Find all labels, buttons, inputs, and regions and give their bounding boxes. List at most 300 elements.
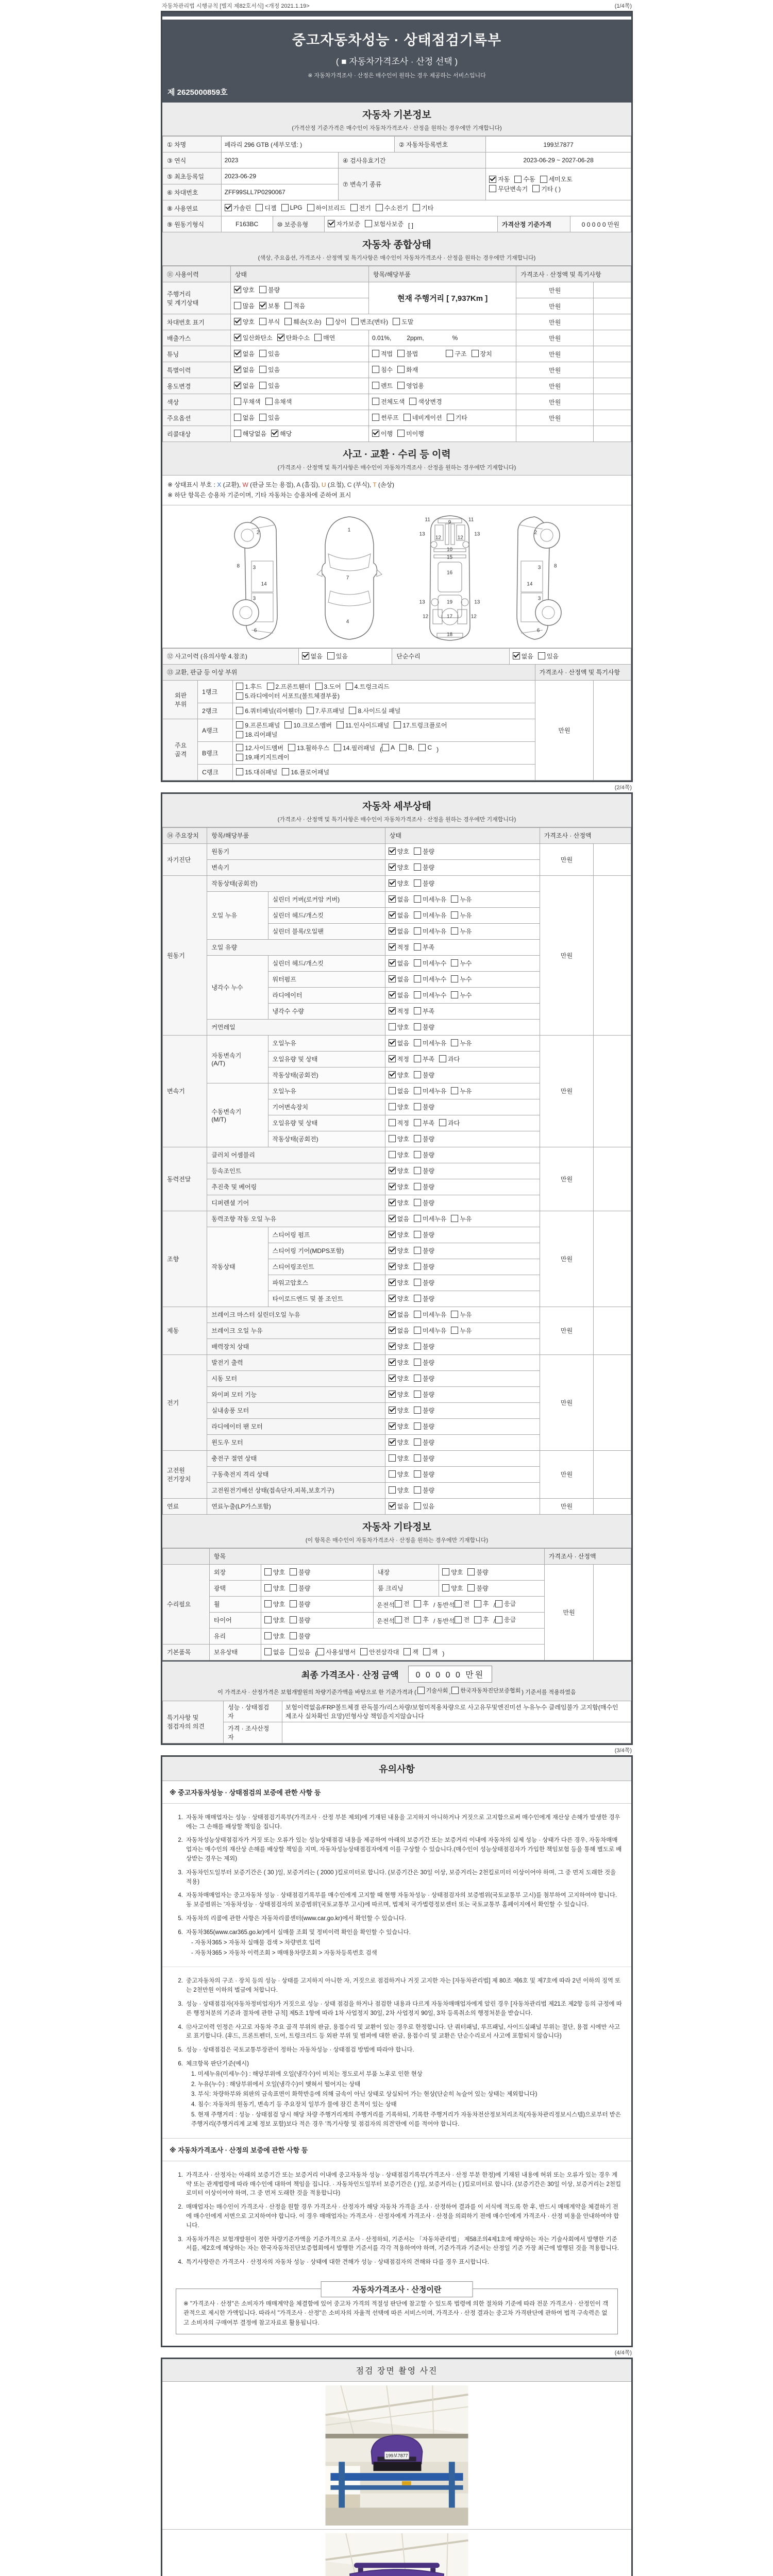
checkbox-전[interactable] xyxy=(395,1615,410,1624)
checkbox-불량[interactable] xyxy=(414,1390,434,1399)
checkbox-불량[interactable] xyxy=(414,1454,434,1463)
checkbox-label: 양호 xyxy=(397,1470,409,1478)
checkbox-적정[interactable] xyxy=(389,1118,409,1127)
checkbox-없음[interactable] xyxy=(389,959,409,968)
checkbox-불량[interactable] xyxy=(414,1374,434,1383)
checkbox-box-icon xyxy=(389,1422,396,1430)
checkbox-후[interactable] xyxy=(474,1615,489,1624)
checkbox-한국자동차진단보증협회[interactable] xyxy=(451,1686,520,1694)
checkbox-기타 ( )[interactable] xyxy=(532,184,561,193)
checkbox-불량[interactable] xyxy=(414,1358,434,1367)
checkbox-보통[interactable] xyxy=(259,301,280,310)
checkbox-label: 12.사이드멤버 xyxy=(245,744,283,752)
checkbox-있음[interactable] xyxy=(259,349,280,358)
checkbox-누유[interactable] xyxy=(451,895,472,904)
checkbox-적음[interactable] xyxy=(284,301,305,310)
checkbox-양호[interactable] xyxy=(389,1230,409,1239)
checkbox-18.리어패널[interactable] xyxy=(236,730,277,739)
checkbox-침수[interactable] xyxy=(372,365,393,374)
checkbox-누수[interactable] xyxy=(451,975,472,984)
checkbox-미세누유[interactable] xyxy=(414,927,446,936)
text: (A/T) xyxy=(211,1060,226,1067)
checkbox-불량[interactable] xyxy=(290,1600,310,1608)
text: 운전석 xyxy=(377,1601,395,1609)
checkbox-많음[interactable] xyxy=(234,301,255,310)
text: , xyxy=(449,1689,451,1696)
checkbox-없음[interactable] xyxy=(264,1648,285,1656)
checkbox-양호[interactable] xyxy=(389,1406,409,1415)
checkbox-미세누유[interactable] xyxy=(414,911,446,920)
table-cell: 실린더 커버(로커암 커버) xyxy=(268,891,385,907)
table-cell xyxy=(385,1354,540,1370)
checkbox-있음[interactable] xyxy=(327,652,348,660)
checkbox-불량[interactable] xyxy=(414,1246,434,1255)
checkbox-B,[interactable] xyxy=(399,744,414,751)
table-cell: 보험이력없음/FRP볼트체결 판독불가/리스차량/보험미적용차량으로 사고유무및엔진미션 누유누수 클레임불가 고지함(매수인 제조사 실차확인 요망)민형사상 책임을지지않습니다 xyxy=(282,1701,631,1722)
checkbox-불량[interactable] xyxy=(414,879,434,888)
checkbox-불량[interactable] xyxy=(290,1632,310,1640)
checkbox-부족[interactable] xyxy=(414,943,434,952)
checkbox-label: 양호 xyxy=(397,1279,409,1286)
checkbox-양호[interactable] xyxy=(389,1134,409,1143)
checkbox-9.프론트패널[interactable] xyxy=(236,721,280,730)
checkbox-불량[interactable] xyxy=(414,1278,434,1287)
checkbox-label: 없음 xyxy=(310,652,323,660)
checkbox-양호[interactable] xyxy=(264,1600,285,1608)
checkbox-이행[interactable] xyxy=(372,429,393,438)
checkbox-적정[interactable] xyxy=(389,1055,409,1063)
checkbox-잭[interactable] xyxy=(404,1648,418,1656)
checkbox-불량[interactable] xyxy=(259,285,280,294)
checkbox-불량[interactable] xyxy=(467,1568,488,1577)
detail-state-table xyxy=(162,827,631,1515)
checkbox-양호[interactable] xyxy=(389,1454,409,1463)
notes-block1-header: ※ 중고자동차성능 · 상태점검의 보증에 관한 사항 등 xyxy=(162,1781,631,1804)
table-cell: 보유상태 xyxy=(209,1644,261,1660)
checkbox-label: 누수 xyxy=(460,975,472,983)
checkbox-없음[interactable] xyxy=(389,1087,409,1095)
checkbox-하이브리드[interactable] xyxy=(307,204,346,212)
table-cell: 실내송풍 모터 xyxy=(207,1402,385,1418)
checkbox-양호[interactable] xyxy=(264,1568,285,1577)
checkbox-없음[interactable] xyxy=(234,365,255,374)
checkbox-양호[interactable] xyxy=(389,1150,409,1159)
checkbox-매연[interactable] xyxy=(314,333,335,342)
checkbox-13.휠하우스[interactable] xyxy=(288,743,329,752)
checkbox-box-icon xyxy=(393,318,400,325)
checkbox-불량[interactable] xyxy=(414,1150,434,1159)
checkbox-label: 도말 xyxy=(401,318,414,326)
checkbox-없음[interactable] xyxy=(389,911,409,920)
checkbox-17.트렁크플로어[interactable] xyxy=(394,721,447,730)
checkbox-부족[interactable] xyxy=(414,1007,434,1015)
checkbox-상이[interactable] xyxy=(326,317,347,326)
checkbox-label: 불량 xyxy=(422,1406,435,1414)
checkbox-디젤[interactable] xyxy=(256,204,276,212)
checkbox-누유[interactable] xyxy=(451,1087,472,1095)
checkbox-box-icon xyxy=(372,366,379,373)
checkbox-누수[interactable] xyxy=(451,959,472,968)
checkbox-미세누수[interactable] xyxy=(414,991,446,999)
checkbox-불량[interactable] xyxy=(414,1166,434,1175)
checkbox-불량[interactable] xyxy=(414,1406,434,1415)
checkbox-label: 자가보증 xyxy=(336,220,360,228)
checkbox-화재[interactable] xyxy=(397,365,418,374)
checkbox-8.사이드실 패널[interactable] xyxy=(349,706,400,715)
checkbox-렌트[interactable] xyxy=(372,381,393,390)
checkbox-응급[interactable] xyxy=(495,1599,516,1608)
checkbox-없음[interactable] xyxy=(389,1214,409,1223)
table-cell: 클러치 어셈블리 xyxy=(207,1147,385,1163)
checkbox-없음[interactable] xyxy=(513,652,533,660)
checkbox-불량[interactable] xyxy=(290,1568,310,1577)
note-item: 4. 특기사항란은 가격조사 · 산정자의 자동차 성능 · 상태에 대한 견해가 성능 · 상태점검자의 견해와 다를 경우 표시합니다. xyxy=(178,2259,489,2266)
checkbox-도말[interactable] xyxy=(393,317,413,326)
checkbox-장치[interactable] xyxy=(472,349,492,358)
checkbox-기술사회[interactable] xyxy=(417,1686,451,1696)
checkbox-양호[interactable] xyxy=(389,1246,409,1255)
checkbox-과다[interactable] xyxy=(439,1118,460,1127)
text: 0.01%, xyxy=(372,334,392,342)
checkbox-일산화탄소[interactable] xyxy=(234,333,273,342)
checkbox-없음[interactable] xyxy=(389,895,409,904)
checkbox-box-icon xyxy=(277,334,284,341)
checkbox-누유[interactable] xyxy=(451,927,472,936)
checkbox-불량[interactable] xyxy=(414,1134,434,1143)
checkbox-불량[interactable] xyxy=(414,847,434,856)
checkbox-label: 불량 xyxy=(476,1584,489,1592)
checkbox-box-icon xyxy=(514,176,522,183)
checkbox-label: 있음 xyxy=(422,1502,435,1510)
checkbox-label: 누유 xyxy=(460,1327,472,1334)
checkbox-후[interactable] xyxy=(474,1599,489,1608)
checkbox-미세누수[interactable] xyxy=(414,959,446,968)
checkbox-label: 미세누수 xyxy=(422,991,447,999)
checkbox-자가보증[interactable] xyxy=(328,219,360,228)
checkbox-box-icon xyxy=(389,1199,396,1206)
checkbox-불량[interactable] xyxy=(414,1023,434,1031)
checkbox-있음[interactable] xyxy=(259,381,280,390)
checkbox-전체도색[interactable] xyxy=(372,397,405,406)
checkbox-불량[interactable] xyxy=(414,1342,434,1351)
checkbox-14.필러패널[interactable] xyxy=(334,743,375,752)
checkbox-양호[interactable] xyxy=(389,1262,409,1271)
checkbox-미세누유[interactable] xyxy=(414,895,446,904)
checkbox-있음[interactable] xyxy=(414,1502,434,1511)
checkbox-세미오토[interactable] xyxy=(540,175,573,183)
checkbox-양호[interactable] xyxy=(264,1616,285,1624)
checkbox-없음[interactable] xyxy=(234,381,255,390)
checkbox-변조(변타)[interactable] xyxy=(351,317,388,326)
table-cell: 만원 xyxy=(540,1498,594,1514)
checkbox-label: 있음 xyxy=(267,350,280,358)
checkbox-불량[interactable] xyxy=(414,1230,434,1239)
checkbox-누유[interactable] xyxy=(451,1214,472,1223)
checkbox-양호[interactable] xyxy=(264,1584,285,1592)
checkbox-있음[interactable] xyxy=(290,1648,310,1656)
checkbox-보험사보증[interactable] xyxy=(365,219,404,228)
checkbox-불량[interactable] xyxy=(290,1584,310,1592)
checkbox-7.루프패널[interactable] xyxy=(307,706,344,715)
checkbox-있음[interactable] xyxy=(259,413,280,422)
text: 이 가격조사 · 산정가격은 보험개발원의 차량기준가액을 바탕으로 한 기준가격과 ( xyxy=(217,1689,416,1696)
checkbox-양호[interactable] xyxy=(389,1358,409,1367)
table-cell: 유리 xyxy=(209,1628,261,1644)
checkbox-색상변경[interactable] xyxy=(409,397,442,406)
checkbox-양호[interactable] xyxy=(389,1198,409,1207)
checkbox-누수[interactable] xyxy=(451,991,472,999)
final-price-note xyxy=(162,1686,631,1696)
checkbox-후[interactable] xyxy=(414,1615,429,1624)
checkbox-없음[interactable] xyxy=(234,349,255,358)
checkbox-box-icon xyxy=(409,398,416,405)
checkbox-양호[interactable] xyxy=(234,285,255,294)
checkbox-box-icon xyxy=(442,1584,449,1591)
text: ) xyxy=(436,745,439,753)
checkbox-양호[interactable] xyxy=(389,1182,409,1191)
etc-info-title: 자동차 기타정보 xyxy=(362,1521,431,1533)
note-item: 1. 가격조사 · 산정자는 아래의 보증기간 또는 보증거리 이내에 중고자동차 성능 · 상태점검기록부(가격조사 · 산정 부분 한정)에 기재된 내용에 허위 또는 오류가 있는 경우 계약 또는 관계법령에 따라 매수인에 대하여 책임을 집니다. · 자동차인도일부터 보증기간은 ( )일, 보증거리는 ( )킬로미터로 합니다. (보증기간은 30일 이상, 보증거리는 2천킬로미터 이상이어야 하며, 그 중 먼저 도래한 것을 적용합니다) xyxy=(178,2172,621,2197)
checkbox-box-icon xyxy=(442,1568,449,1575)
checkbox-불량[interactable] xyxy=(414,1470,434,1479)
checkbox-불법[interactable] xyxy=(397,349,418,358)
checkbox-양호[interactable] xyxy=(389,1023,409,1031)
checkbox-box-icon xyxy=(290,1632,297,1639)
checkbox-양호[interactable] xyxy=(442,1568,463,1577)
checkbox-없음[interactable] xyxy=(234,413,255,422)
valuation-definition-body: ※ "가격조사 · 산정"은 소비자가 매매계약을 체결함에 있어 중고차 가격의 적절성 판단에 참고할 수 있도록 법령에 의한 절차와 기준에 따라 전문 가격조사 · 산정인이 객관적으로 제시한 가액입니다. 따라서 "가격조사 · 산정"은 소비자의 자율적 선택에 따른 서비스이며, 가격조사 · 산정 결과는 중고차 가격판단에 관하여 법적 구속력은 없고 소비자의 구매여부 결정에 참고자료로 활용됩니다. xyxy=(183,2301,609,2326)
checkbox-양호[interactable] xyxy=(389,1294,409,1303)
checkbox-6.쿼터패널(리어휀더)[interactable] xyxy=(236,706,302,715)
text: 운전석 xyxy=(377,1617,395,1625)
checkbox-label: 부식 xyxy=(267,318,280,326)
checkbox-응급[interactable] xyxy=(495,1615,516,1624)
checkbox-불량[interactable] xyxy=(414,1103,434,1111)
checkbox-불량[interactable] xyxy=(414,1422,434,1431)
checkbox-불량[interactable] xyxy=(414,1262,434,1271)
checkbox-3.도어[interactable] xyxy=(315,682,341,691)
checkbox-누유[interactable] xyxy=(451,911,472,920)
checkbox-사용설명서[interactable] xyxy=(317,1648,356,1656)
panel-number-label: 16 xyxy=(446,570,453,576)
checkbox-양호[interactable] xyxy=(389,1278,409,1287)
table-cell: ④ 검사유효기간 xyxy=(338,152,485,168)
panel-number-label: 10 xyxy=(446,547,453,553)
checkbox-box-icon xyxy=(451,991,458,998)
checkbox-label: 양호 xyxy=(273,1616,285,1624)
checkbox-무단변속기[interactable] xyxy=(489,184,528,193)
checkbox-C[interactable] xyxy=(418,744,432,751)
checkbox-label: 네비게이션 xyxy=(412,414,442,421)
checkbox-자동[interactable] xyxy=(489,175,510,183)
checkbox-전[interactable] xyxy=(395,1599,410,1608)
checkbox-불량[interactable] xyxy=(414,863,434,872)
checkbox-양호[interactable] xyxy=(389,1470,409,1479)
checkbox-훼손(오손)[interactable] xyxy=(284,317,321,326)
checkbox-5.라디에이터 서포트(볼트체결부품)[interactable] xyxy=(236,691,340,700)
checkbox-수소전기[interactable] xyxy=(376,204,408,212)
checkbox-box-icon xyxy=(489,185,496,192)
checkbox-없음[interactable] xyxy=(389,991,409,999)
checkbox-4.트렁크리드[interactable] xyxy=(346,682,390,691)
checkbox-box-icon xyxy=(455,1616,462,1623)
checkbox-네비게이션[interactable] xyxy=(404,413,442,422)
checkbox-없음[interactable] xyxy=(389,927,409,936)
checkbox-누유[interactable] xyxy=(451,1039,472,1047)
checkbox-해당없음[interactable] xyxy=(234,429,266,438)
checkbox-양호[interactable] xyxy=(389,879,409,888)
table-cell: 동력전달 xyxy=(163,1147,207,1211)
checkbox-해당[interactable] xyxy=(271,429,292,438)
checkbox-불량[interactable] xyxy=(414,1294,434,1303)
checkbox-불량[interactable] xyxy=(414,1438,434,1447)
checkbox-양호[interactable] xyxy=(389,1071,409,1079)
checkbox-box-icon xyxy=(360,1648,367,1655)
checkbox-유채색[interactable] xyxy=(265,397,292,406)
checkbox-영업용[interactable] xyxy=(397,381,424,390)
checkbox-양호[interactable] xyxy=(389,1374,409,1383)
checkbox-적법[interactable] xyxy=(372,349,393,358)
checkbox-11.인사이드패널[interactable] xyxy=(337,721,389,730)
checkbox-수동[interactable] xyxy=(514,175,535,183)
checkbox-label: 없음 xyxy=(397,1215,409,1223)
checkbox-없음[interactable] xyxy=(389,1326,409,1335)
table-cell: 수리필요 xyxy=(163,1564,210,1644)
checkbox-12.사이드멤버[interactable] xyxy=(236,743,283,752)
checkbox-1.후드[interactable] xyxy=(236,682,262,691)
checkbox-양호[interactable] xyxy=(389,1342,409,1351)
inspection-photo-2-image xyxy=(325,2533,468,2576)
checkbox-기타[interactable] xyxy=(413,204,433,212)
checkbox-box-icon xyxy=(314,334,322,341)
checkbox-양호[interactable] xyxy=(442,1584,463,1592)
checkbox-16.플로어패널[interactable] xyxy=(282,768,329,776)
checkbox-2.프론트휀더[interactable] xyxy=(267,682,311,691)
checkbox-무채색[interactable] xyxy=(234,397,261,406)
checkbox-box-icon xyxy=(451,927,458,935)
checkbox-썬루프[interactable] xyxy=(372,413,399,422)
checkbox-label: 10.크로스멤버 xyxy=(293,721,332,729)
table-cell: 만원 xyxy=(516,346,594,362)
checkbox-불량[interactable] xyxy=(414,1071,434,1079)
checkbox-box-icon xyxy=(414,1438,421,1446)
checkbox-불량[interactable] xyxy=(414,1182,434,1191)
text: ( xyxy=(380,745,382,753)
checkbox-label: 양호 xyxy=(397,1406,409,1414)
panel-number-label: 17 xyxy=(446,614,453,620)
checkbox-미세누유[interactable] xyxy=(414,1039,446,1047)
checkbox-양호[interactable] xyxy=(389,847,409,856)
table-row xyxy=(163,1498,631,1514)
checkbox-가솔린[interactable] xyxy=(225,204,251,212)
checkbox-불량[interactable] xyxy=(467,1584,488,1592)
checkbox-미이행[interactable] xyxy=(397,429,424,438)
checkbox-없음[interactable] xyxy=(302,652,323,660)
checkbox-없음[interactable] xyxy=(389,1502,409,1511)
table-cell: 만원 xyxy=(516,330,594,346)
checkbox-미세누유[interactable] xyxy=(414,1310,446,1319)
checkbox-양호[interactable] xyxy=(389,1390,409,1399)
checkbox-box-icon xyxy=(365,220,372,227)
checkbox-양호[interactable] xyxy=(389,1438,409,1447)
checkbox-label: C xyxy=(427,744,432,752)
checkbox-안전삼각대[interactable] xyxy=(360,1648,399,1656)
checkbox-box-icon xyxy=(389,1215,396,1222)
checkbox-양호[interactable] xyxy=(389,1166,409,1175)
checkbox-적정[interactable] xyxy=(389,943,409,952)
overall-state-header xyxy=(162,232,631,266)
checkbox-box-icon xyxy=(372,382,379,389)
checkbox-탄화수소[interactable] xyxy=(277,333,310,342)
checkbox-기타[interactable] xyxy=(447,413,467,422)
checkbox-box-icon xyxy=(414,1247,421,1254)
checkbox-누유[interactable] xyxy=(451,1326,472,1335)
checkbox-불량[interactable] xyxy=(414,1198,434,1207)
checkbox-불량[interactable] xyxy=(414,1486,434,1495)
checkbox-없음[interactable] xyxy=(389,1310,409,1319)
checkbox-부식[interactable] xyxy=(259,317,280,326)
checkbox-과다[interactable] xyxy=(439,1055,460,1063)
checkbox-없음[interactable] xyxy=(389,1039,409,1047)
checkbox-누유[interactable] xyxy=(451,1310,472,1319)
checkbox-잭[interactable] xyxy=(423,1648,438,1656)
checkbox-box-icon xyxy=(414,1071,421,1078)
checkbox-미세누유[interactable] xyxy=(414,1326,446,1335)
checkbox-없음[interactable] xyxy=(389,975,409,984)
basic-info-table-4 xyxy=(162,216,631,232)
checkbox-양호[interactable] xyxy=(234,317,255,326)
checkbox-부족[interactable] xyxy=(414,1055,434,1063)
checkbox-불량[interactable] xyxy=(290,1616,310,1624)
table-cell xyxy=(368,378,516,394)
checkbox-양호[interactable] xyxy=(264,1632,285,1640)
panel-number-label: 3 xyxy=(537,596,541,602)
checkbox-후[interactable] xyxy=(414,1599,429,1608)
checkbox-구조[interactable] xyxy=(446,349,466,358)
checkbox-미세누유[interactable] xyxy=(414,1214,446,1223)
checkbox-10.크로스멤버[interactable] xyxy=(284,721,332,730)
checkbox-label: 8.사이드실 패널 xyxy=(358,707,401,715)
checkbox-부족[interactable] xyxy=(414,1118,434,1127)
checkbox-있음[interactable] xyxy=(538,652,559,660)
panel-number-label: 3 xyxy=(253,565,256,571)
checkbox-양호[interactable] xyxy=(389,1422,409,1431)
checkbox-box-icon xyxy=(236,768,243,775)
checkbox-label: 구조 xyxy=(455,350,467,358)
checkbox-양호[interactable] xyxy=(389,1486,409,1495)
checkbox-LPG[interactable] xyxy=(281,204,303,211)
checkbox-양호[interactable] xyxy=(389,1103,409,1111)
checkbox-미세누유[interactable] xyxy=(414,1087,446,1095)
checkbox-적정[interactable] xyxy=(389,1007,409,1015)
checkbox-box-icon xyxy=(264,1648,272,1655)
checkbox-box-icon xyxy=(259,414,266,421)
table-cell xyxy=(385,987,540,1003)
checkbox-양호[interactable] xyxy=(389,863,409,872)
checkbox-15.대쉬패널[interactable] xyxy=(236,768,277,776)
checkbox-label: 누유 xyxy=(460,911,472,919)
checkbox-있음[interactable] xyxy=(259,365,280,374)
table-row xyxy=(163,1450,631,1466)
checkbox-A[interactable] xyxy=(382,744,395,751)
checkbox-전[interactable] xyxy=(455,1599,469,1608)
checkbox-미세누수[interactable] xyxy=(414,975,446,984)
checkbox-전기[interactable] xyxy=(350,204,371,212)
checkbox-label: 양호 xyxy=(397,1438,409,1446)
checkbox-19.패키지트레이[interactable] xyxy=(236,753,289,761)
checkbox-전[interactable] xyxy=(455,1615,469,1624)
checkbox-box-icon xyxy=(414,1087,421,1094)
